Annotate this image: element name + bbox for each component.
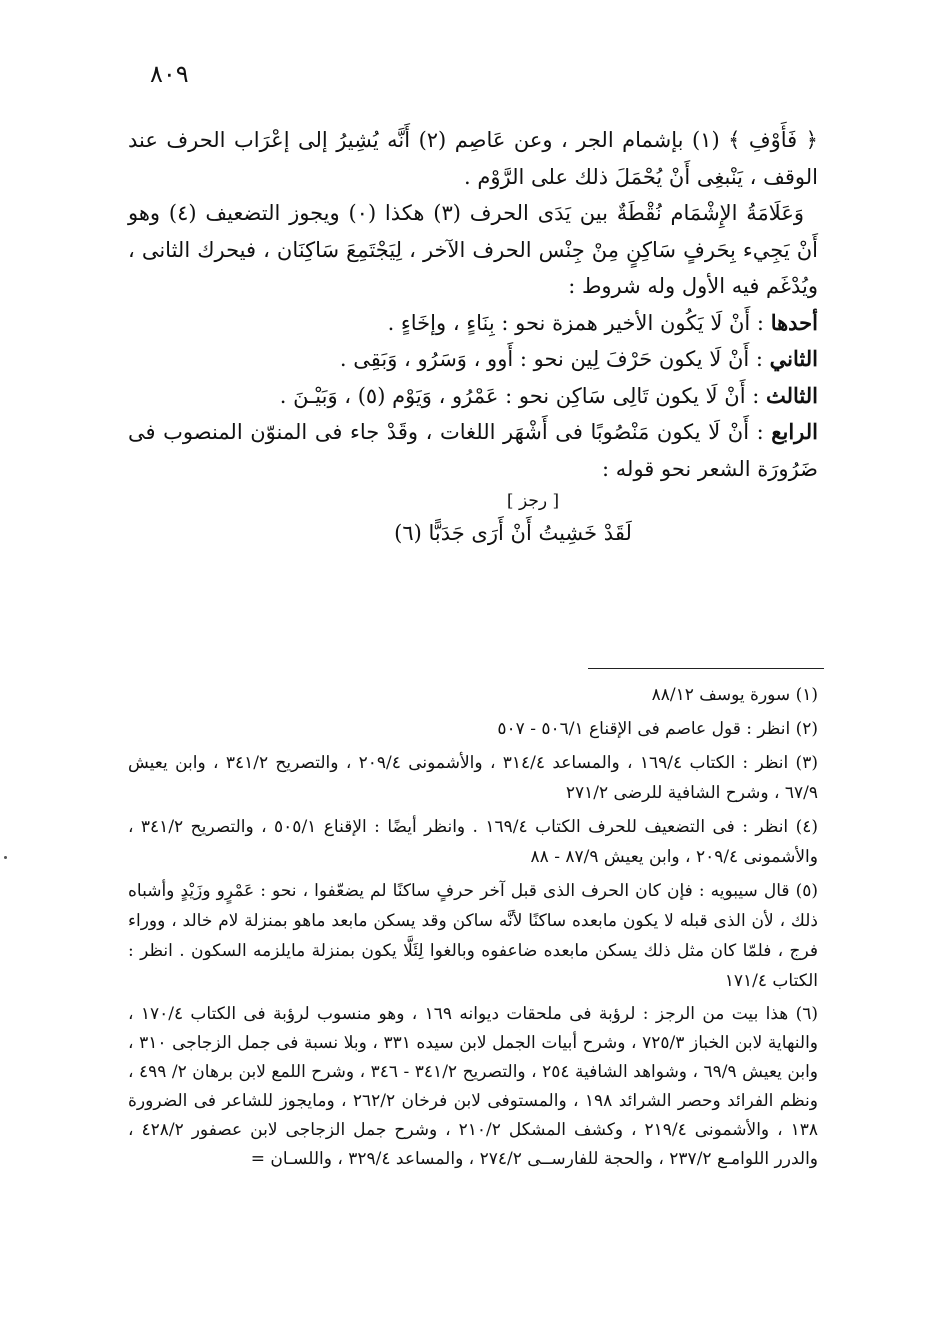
main-text [128,122,818,551]
condition-4 [128,414,818,487]
footnote-2: (٢) انظر : قول عاصم فى الإقناع ٥٠٦/١ - ٥٠٧ [497,719,818,739]
condition-label: أحدها [770,309,818,335]
paragraph-ishmam: ﴿ فَأَوْفِ ﴾ (١) بإشمام الجر ، وعن عَاصِم (٢) أَنَّه يُشِيرُ إلى إعْرَاب الحرف عند الوقف ، يَنْبغِى أَنْ يُحْمَلَ ذلك على الرَّوْم . [128,128,818,189]
footnote-divider [588,668,824,669]
page-number: ٨٠٩ [150,60,189,88]
scan-speck [4,856,7,859]
meter-tag: [ رجز ] [506,491,560,511]
condition-label: الثاني [769,346,818,371]
condition-label: الثالث [766,382,818,408]
footnote-6: (٦) هذا بيت من الرجز : لرؤبة فى ملحقات ديوانه ١٦٩ ، وهو منسوب لرؤبة فى الكتاب ١٧٠/٤ ، والنهاية لابن الخباز ٧٢٥/٣ ، وشرح أبيات الجمل لابن سيده ٣٣١ ، وبلا نسبة فى جمل الزجاجى ٣١٠ ، وابن يعيش ٦٩/٩ ، وشواهد الشافية ٢٥٤ ، والتصريح ٣٤١/٢ - ٣٤٦ ، وشرح اللمع لابن برهان ٢/ ٤٩٩ ، ونظم الفرائد وحصر الشرائد ١٩٨ ، والمستوفى لابن فرخان ٢٦٢/٢ ، ومايجوز للشاعر فى الضرورة ١٣٨ ، والأشمونى ٢١٩/٤ ، وكشف المشكل ٢١٠/٢ ، وشرح جمل الزجاجى لابن عصفور ٤٢٨/٢ ، والدرر اللوامـع ٢٣٧/٢ ، والحجة للفارســى ٢٧٤/٢ ، والمساعد ٣٢٩/٤ ، واللسـان = [128,1004,819,1169]
condition-text: : أَنْ لَا يَكُون الأخير همزة نحو : بِنَاءٍ ، وإخَاءٍ . [387,310,764,335]
condition-label: الرابع [771,419,818,444]
footnote-1: (١) سورة يوسف ٨٨/١٢ [651,685,818,705]
condition-text: : أَنْ لَا يكون تَالِى سَاكِن نحو : عَمْرُو ، وَيَوْم (٥) ، وَبَيْـنَ . [279,383,760,408]
condition-1 [128,305,818,342]
poetry-verse: لَقَدْ خَشِيتُ أَنْ أَرَى جَدَبًّا (٦) [394,521,632,545]
condition-text: : أَنْ لَا يكون مَنْصُوبًا فى أَشْهَر اللغات ، وقَدْ جاء فى المنوّن المنصوب فى ضَرُورَة الشعر نحو قوله : [128,420,818,481]
footnote-3: (٣) انظر : الكتاب ١٦٩/٤ ، والمساعد ٣١٤/٤ ، والأشمونى ٢٠٩/٤ ، والتصريح ٣٤١/٢ ، وابن يعيش ٦٧/٩ ، وشرح الشافية للرضى ٢٧١/٢ [128,753,818,803]
condition-3 [128,378,818,415]
paragraph-tadif: وَعَلَامَةُ الإِشْمَام نُقْطَةٌ بين يَدَى الحرف (٣) هكذا (٠) ويجوز التضعيف (٤) وهو أَنْ يَجِيء بِحَرفٍ سَاكِنٍ مِنْ جِنْس الحرف الآخر ، لِيَجْتَمِعَ سَاكِنَان ، فيحرك الثانى ، ويُدْغَم فيه الأول وله شروط : [128,201,818,298]
condition-2 [128,341,818,378]
footnote-5: (٥) قال سيبويه : فإن كان الحرف الذى قبل آخر حرفٍ ساكنًا لم يضعّفوا ، نحو : عَمْرٍو وزَيْدٍ وأشباه ذلك ، لأن الذى قبله لا يكون مابعده ساكنًا لأنَّه ساكن وقد يسكن مابعد ماهو بمنزلة لام خالد ، ووراء فرج ، فلمّا كان مثل ذلك يسكن مابعده ضاعفوه وبالغوا لِئَلَّا يكون بمنزلة مايلزمه السكون . انظر : الكتاب ١٧١/٤ [128,881,818,991]
condition-text: : أَنْ لَا يكون حَرْفَ لِين نحو : أَوو ، وَسَرُو ، وَبَقِى . [339,347,763,371]
footnotes [128,680,818,1178]
footnote-4: (٤) انظر : فى التضعيف للحرف الكتاب ١٦٩/٤ . وانظر أيضًا : الإقناع ٥٠٥/١ ، والتصريح ٣٤١/٢ ، والأشمونى ٢٠٩/٤ ، وابن يعيش ٨٧/٩ - ٨٨ [128,817,819,867]
